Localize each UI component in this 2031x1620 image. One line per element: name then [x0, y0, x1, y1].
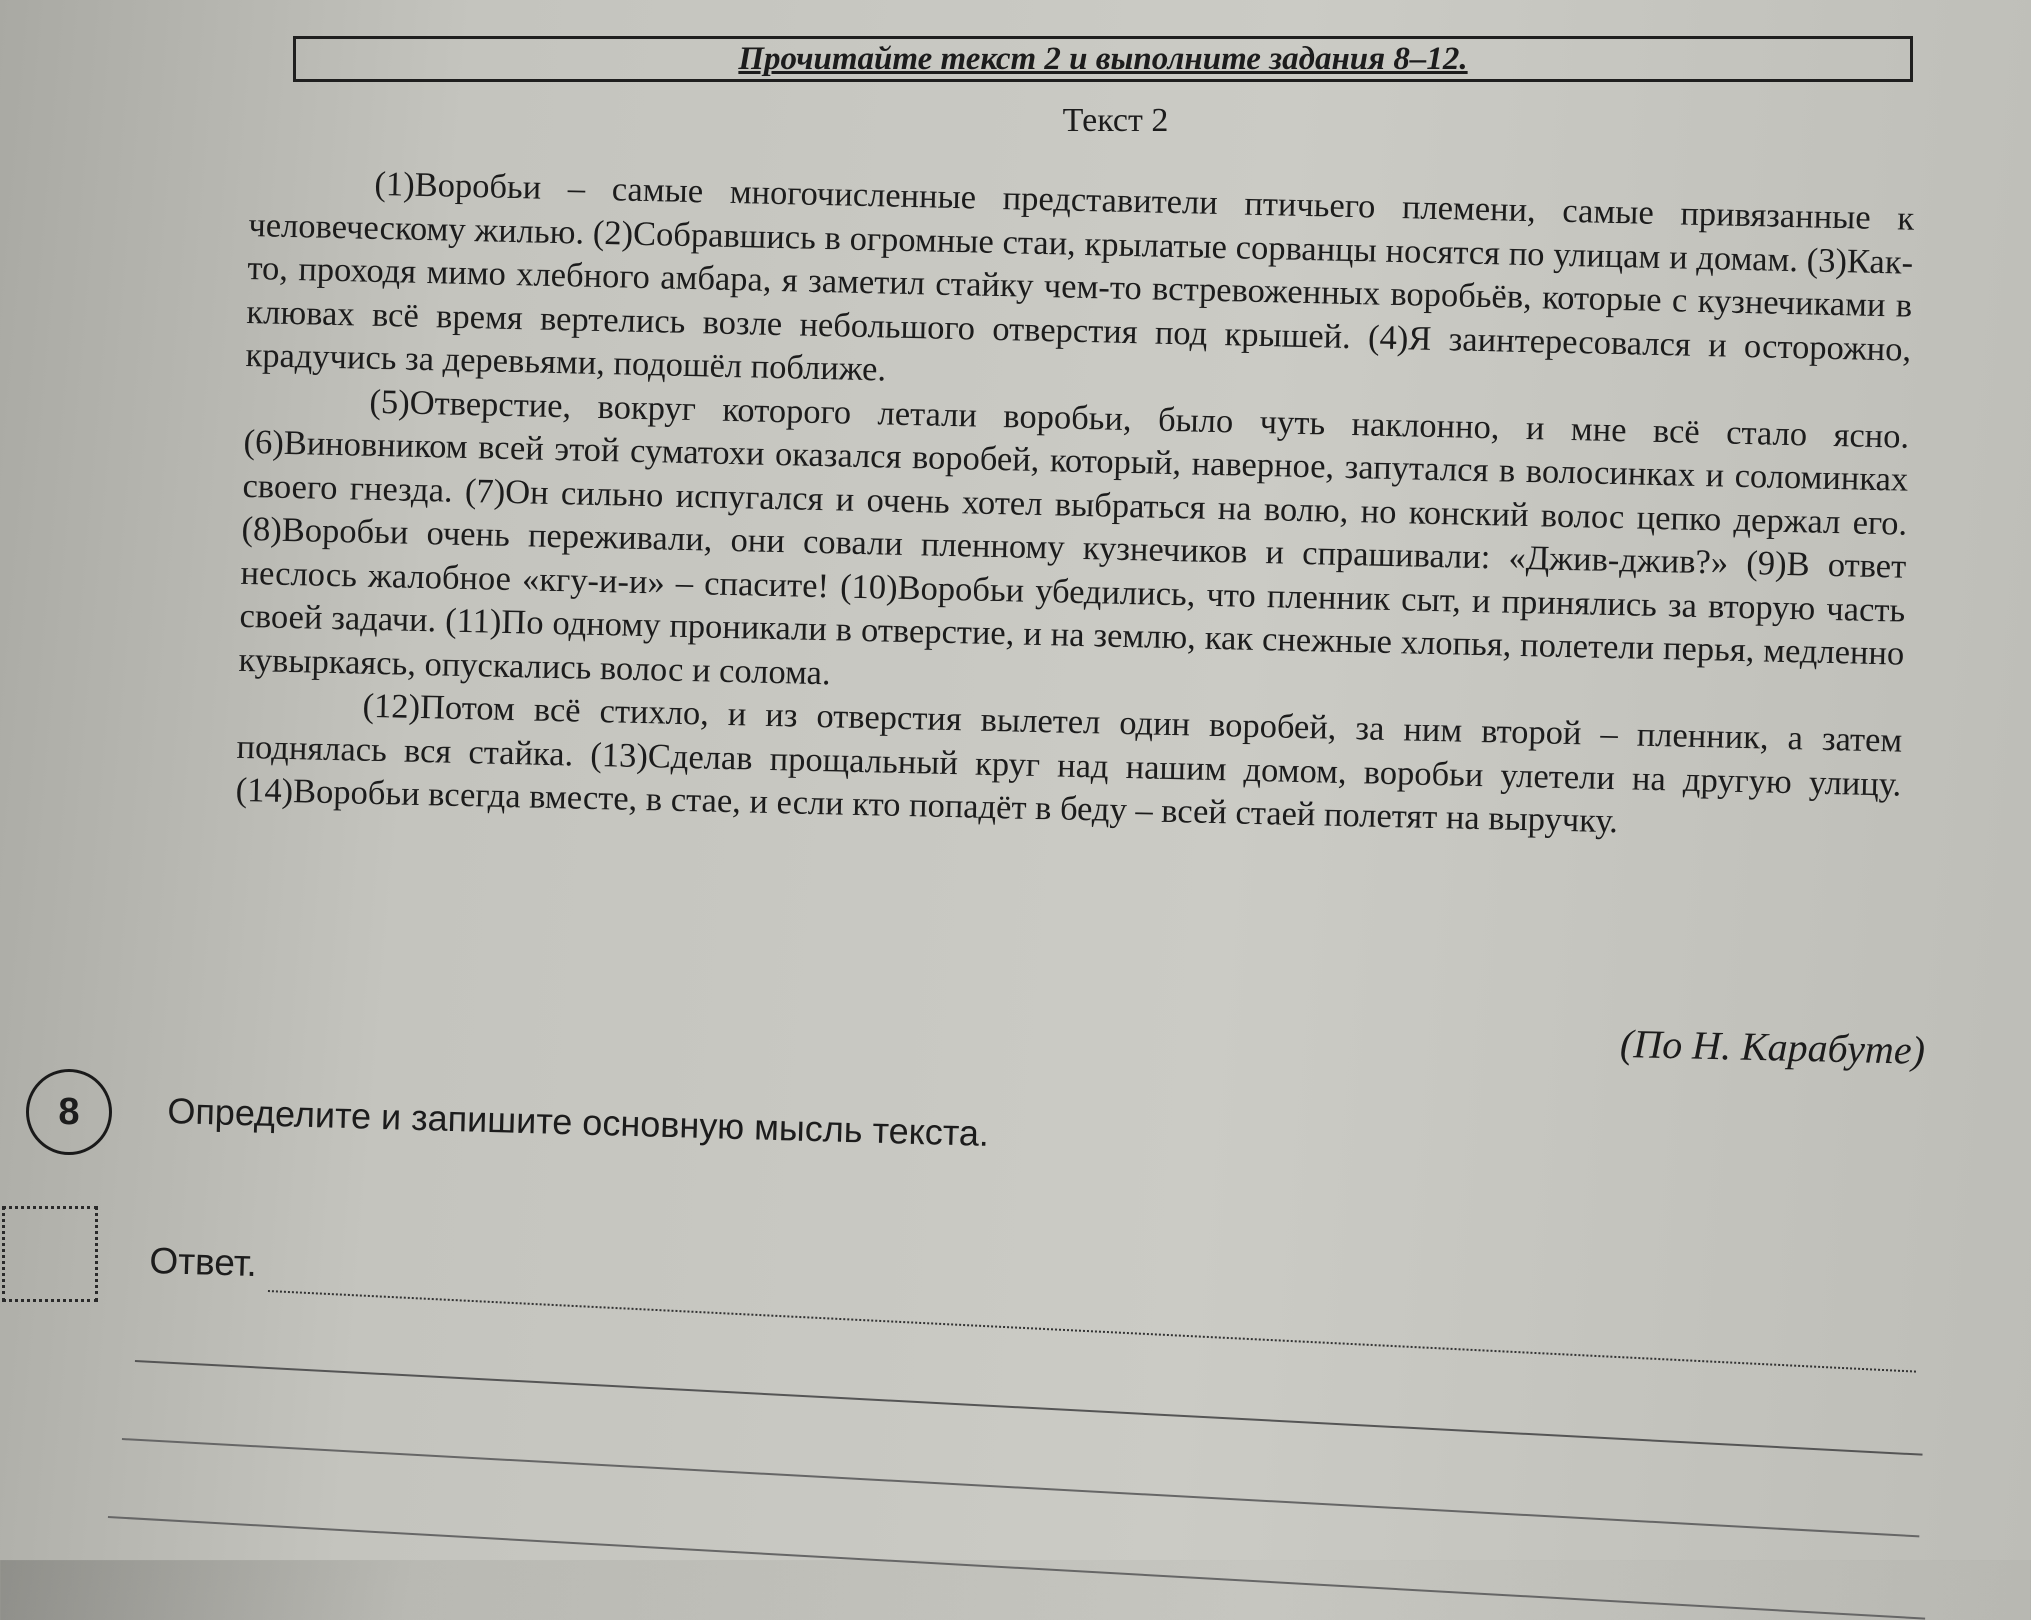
answer-label: Ответ.	[148, 1240, 258, 1284]
text-body	[235, 160, 1914, 850]
paragraph-2: (5)Отверстие, вокруг которого летали воробьи, было чуть наклонно, и мне всё стало ясно. (6)Виновником всей этой суматохи оказался воробей, который, наверное, запутался в волосинках и соломинках своего гнезда. (7)Он сильно испугался и очень хотел выбраться на волю, но конский волос цепко держал его. (8)Воробьи очень переживали, они совали пленному кузнечиков и спрашивали: «Джив-джив?» (9)В ответ неслось жалобное «кгу-и-и» – спасите! (10)Воробьи убедились, что пленник сыт, и принялись за вторую часть своей задачи. (11)По одному проникали в отверстие, и на землю, как снежные хлопья, полетели перья, медленно кувыркаясь, опускались волос и солома.	[238, 382, 1910, 692]
paragraph-3: (12)Потом всё стихло, и из отверстия вылетел один воробей, за ним второй – пленник, а затем поднялась вся стайка. (13)Сделав прощальный круг над нашим домом, воробьи улетели на другую улицу. (14)Воробьи всегда вместе, в стае, и если кто попадёт в беду – всей стаей полетят на выручку.	[235, 686, 1903, 841]
answer-line-2[interactable]	[135, 1360, 1923, 1456]
instruction-header: Прочитайте текст 2 и выполните задания 8–12.	[293, 36, 1913, 82]
answer-line-1[interactable]	[268, 1290, 1916, 1373]
answer-line-3[interactable]	[122, 1438, 1919, 1537]
score-box	[2, 1206, 98, 1302]
paragraph-1: (1)Воробьи – самые многочисленные представители птичьего племени, самые привязанные к человеческому жилью. (2)Собравшись в огромные стаи, крылатые сорванцы носятся по улицам и домам. (3)Как-то, проходя мимо хлебного амбара, я заметил стайку чем-то встревоженных воробьёв, которые с кузнечиками в клювах всё время вертелись возле небольшого отверстия под крышей. (4)Я заинтересовался и осторожно, крадучись за деревьями, подошёл поближе.	[245, 164, 1915, 389]
text-title: Текст 2	[1062, 102, 1169, 139]
answer-line-4[interactable]	[108, 1516, 1925, 1620]
task-number-badge: 8	[26, 1069, 112, 1155]
task-question: Определите и запишите основную мысль текста.	[166, 1090, 990, 1154]
text-author: (По Н. Карабуте)	[1619, 1020, 1926, 1073]
